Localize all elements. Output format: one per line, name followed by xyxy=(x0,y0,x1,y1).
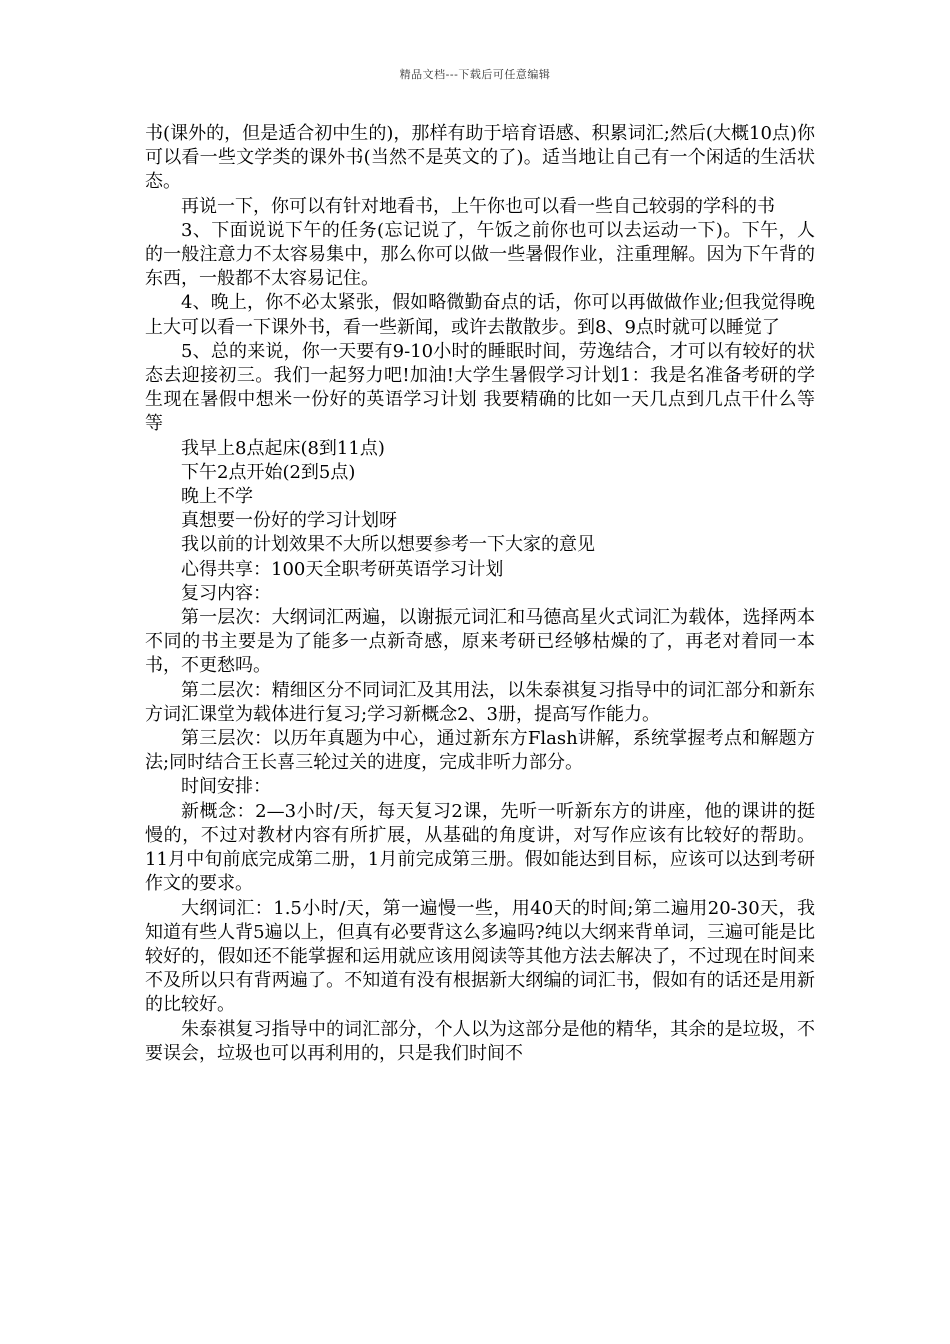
paragraph: 再说一下，你可以有针对地看书，上午你也可以看一些自己较弱的学科的书 xyxy=(181,195,775,217)
paragraph: 时间安排： xyxy=(181,776,271,798)
paragraph: 晚上不学 xyxy=(181,486,253,508)
paragraph: 3、下面说说下午的任务(忘记说了，午饭之前你也可以去运动一下)。下午，人的一般注意力不太容易集中，那么你可以做一些暑假作业，注重理解。因为下午背的东西，一般都不太容易记住。 xyxy=(145,219,815,290)
paragraph: 朱泰祺复习指导中的词汇部分，个人以为这部分是他的精华，其余的是垃圾，不要误会，垃圾也可以再利用的，只是我们时间不 xyxy=(145,1018,815,1064)
paragraph: 我以前的计划效果不大所以想要参考一下大家的意见 xyxy=(181,534,595,556)
paragraph: 第一层次：大纲词汇两遍，以谢振元词汇和马德高星火式词汇为载体，选择两本不同的书主要是为了能多一点新奇感，原来考研已经够枯燥的了，再老对着同一本书，不更愁吗。 xyxy=(145,607,815,677)
page-header: 精品文档---下载后可任意编辑 xyxy=(399,68,551,81)
paragraph: 下午2点开始(2到5点) xyxy=(181,461,356,483)
paragraph: 真想要一份好的学习计划呀 xyxy=(181,510,397,532)
paragraph: 第三层次：以历年真题为中心，通过新东方Flash讲解，系统掌握考点和解题方法;同时结合王长喜三轮过关的进度，完成非听力部分。 xyxy=(145,728,815,774)
paragraph: 新概念：2—3小时/天，每天复习2课，先听一听新东方的讲座，他的课讲的挺慢的，不过对教材内容有所扩展，从基础的角度讲，对写作应该有比较好的帮助。11月中旬前底完成第二册，1月前完成第三册。假如能达到目标，应该可以达到考研作文的要求。 xyxy=(145,800,815,895)
paragraph: 心得共享：100天全职考研英语学习计划 xyxy=(181,558,504,580)
paragraph: 4、晚上，你不必太紧张，假如略微勤奋点的话，你可以再做做作业;但我觉得晚上大可以看一下课外书，看一些新闻，或许去散散步。到8、9点时就可以睡觉了 xyxy=(145,292,815,338)
document-body xyxy=(145,122,815,1066)
paragraph: 第二层次：精细区分不同词汇及其用法，以朱泰祺复习指导中的词汇部分和新东方词汇课堂为载体进行复习;学习新概念2、3册，提高写作能力。 xyxy=(145,679,815,725)
paragraph: 书(课外的，但是适合初中生的)，那样有助于培育语感、积累词汇;然后(大概10点)你可以看一些文学类的课外书(当然不是英文的了)。适当地让自己有一个闲适的生活状态。 xyxy=(145,123,815,193)
paragraph: 复习内容： xyxy=(181,582,271,604)
paragraph: 我早上8点起床(8到11点) xyxy=(181,437,385,459)
paragraph: 5、总的来说，你一天要有9-10小时的睡眠时间，劳逸结合，才可以有较好的状态去迎接初三。我们一起努力吧!加油!大学生暑假学习计划1：我是名准备考研的学生现在暑假中想米一份好的英语学习计划 我要精确的比如一天几点到几点干什么等等 xyxy=(145,340,815,435)
paragraph: 大纲词汇：1.5小时/天，第一遍慢一些，用40天的时间;第二遍用20-30天，我知道有些人背5遍以上，但真有必要背这么多遍吗?纯以大纲来背单词，三遍可能是比较好的，假如还不能掌握和运用就应该用阅读等其他方法去解决了，不过现在时间来不及所以只有背两遍了。不知道有没有根据新大纲编的词汇书，假如有的话还是用新的比较好。 xyxy=(145,897,815,1016)
